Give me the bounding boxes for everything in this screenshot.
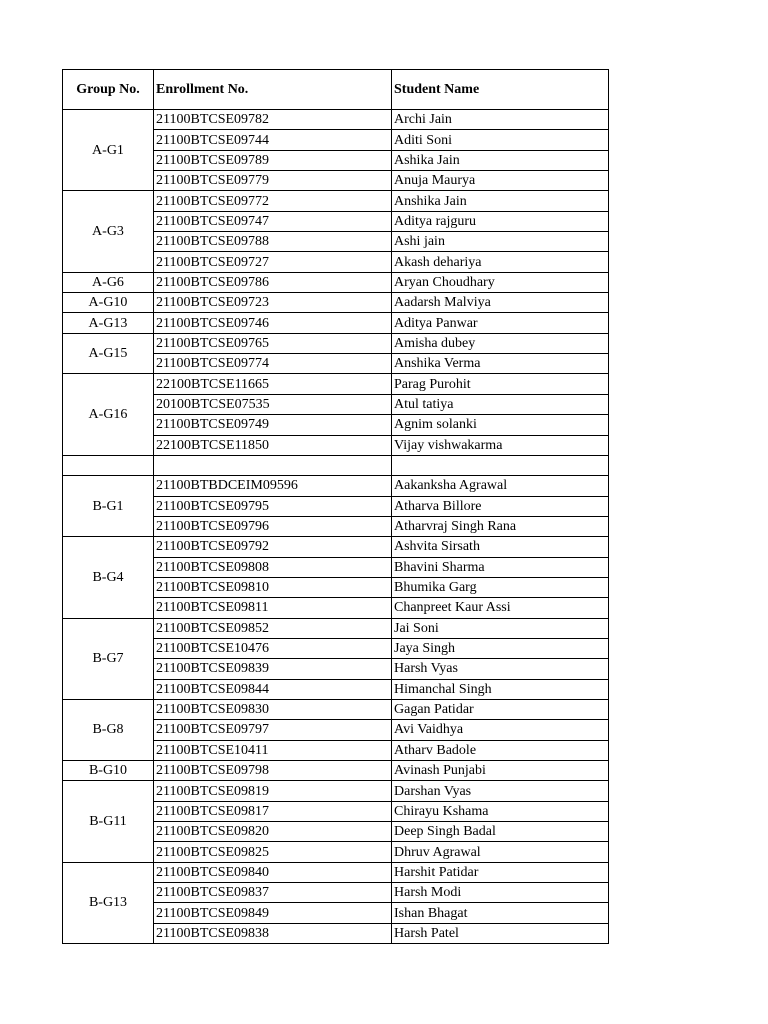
group-no-cell: B-G8 [63,699,154,760]
student-name-cell: Aadarsh Malviya [392,293,609,313]
enrollment-no-header: Enrollment No. [154,70,392,110]
student-name-cell: Parag Purohit [392,374,609,394]
student-name-cell: Ishan Bhagat [392,903,609,923]
student-group-table [62,69,609,944]
student-name-cell: Akash dehariya [392,252,609,272]
group-no-cell: B-G11 [63,781,154,862]
table-row [63,761,609,781]
enrollment-no-cell: 21100BTCSE09810 [154,577,392,597]
enrollment-no-cell: 21100BTCSE09798 [154,761,392,781]
group-no-cell: B-G1 [63,476,154,537]
student-name-cell: Harsh Modi [392,883,609,903]
enrollment-no-cell [154,455,392,475]
enrollment-no-cell: 21100BTCSE09744 [154,130,392,150]
student-name-cell: Chanpreet Kaur Assi [392,598,609,618]
table-row [63,618,609,638]
student-name-cell [392,455,609,475]
enrollment-no-cell: 21100BTCSE09852 [154,618,392,638]
enrollment-no-cell: 21100BTCSE09727 [154,252,392,272]
table-row [63,272,609,292]
student-name-cell: Agnim solanki [392,415,609,435]
student-name-cell: Bhumika Garg [392,577,609,597]
group-no-cell: A-G3 [63,191,154,272]
group-no-cell: B-G10 [63,761,154,781]
student-name-cell: Aditya Panwar [392,313,609,333]
table-body [63,110,609,944]
enrollment-no-cell: 21100BTCSE09723 [154,293,392,313]
group-no-cell: A-G16 [63,374,154,455]
table-row [63,313,609,333]
enrollment-no-cell: 21100BTCSE09774 [154,354,392,374]
enrollment-no-cell: 21100BTCSE09844 [154,679,392,699]
student-name-cell: Chirayu Kshama [392,801,609,821]
enrollment-no-cell: 21100BTCSE09779 [154,171,392,191]
enrollment-no-cell: 21100BTCSE09849 [154,903,392,923]
table-row [63,293,609,313]
table-row [63,333,609,353]
enrollment-no-cell: 22100BTCSE11850 [154,435,392,455]
enrollment-no-cell: 21100BTCSE09747 [154,211,392,231]
enrollment-no-cell: 21100BTCSE09839 [154,659,392,679]
student-name-cell: Dhruv Agrawal [392,842,609,862]
table-row [63,476,609,496]
group-no-cell: A-G10 [63,293,154,313]
enrollment-no-cell: 21100BTCSE09789 [154,150,392,170]
enrollment-no-cell: 21100BTCSE09797 [154,720,392,740]
student-name-cell: Darshan Vyas [392,781,609,801]
enrollment-no-cell: 21100BTCSE09788 [154,232,392,252]
header-row [63,70,609,110]
enrollment-no-cell: 21100BTCSE09796 [154,516,392,536]
enrollment-no-cell: 21100BTCSE09786 [154,272,392,292]
table-row [63,455,609,475]
student-name-cell: Himanchal Singh [392,679,609,699]
table-row [63,862,609,882]
enrollment-no-cell: 21100BTCSE09837 [154,883,392,903]
enrollment-no-cell: 21100BTCSE09795 [154,496,392,516]
table-row [63,374,609,394]
table-row [63,537,609,557]
enrollment-no-cell: 22100BTCSE11665 [154,374,392,394]
enrollment-no-cell: 21100BTCSE09838 [154,923,392,943]
enrollment-no-cell: 20100BTCSE07535 [154,394,392,414]
student-name-cell: Bhavini Sharma [392,557,609,577]
student-name-cell: Harsh Patel [392,923,609,943]
student-name-cell: Ashi jain [392,232,609,252]
enrollment-no-cell: 21100BTCSE09840 [154,862,392,882]
student-name-cell: Anshika Jain [392,191,609,211]
student-name-cell: Avinash Punjabi [392,761,609,781]
enrollment-no-cell: 21100BTCSE09819 [154,781,392,801]
enrollment-no-cell: 21100BTCSE09792 [154,537,392,557]
student-name-header: Student Name [392,70,609,110]
student-name-cell: Anuja Maurya [392,171,609,191]
student-name-cell: Atharva Billore [392,496,609,516]
student-name-cell: Aditi Soni [392,130,609,150]
enrollment-no-cell: 21100BTCSE09811 [154,598,392,618]
group-no-cell: B-G4 [63,537,154,618]
enrollment-no-cell: 21100BTCSE09749 [154,415,392,435]
group-no-cell: A-G13 [63,313,154,333]
group-no-cell: A-G1 [63,110,154,191]
group-no-cell: A-G15 [63,333,154,374]
student-name-cell: Jai Soni [392,618,609,638]
group-no-header: Group No. [63,70,154,110]
student-name-cell: Atharvraj Singh Rana [392,516,609,536]
student-name-cell: Atharv Badole [392,740,609,760]
student-name-cell: Jaya Singh [392,638,609,658]
student-name-cell: Vijay vishwakarma [392,435,609,455]
student-name-cell: Ashika Jain [392,150,609,170]
enrollment-no-cell: 21100BTBDCEIM09596 [154,476,392,496]
group-no-cell: A-G6 [63,272,154,292]
student-name-cell: Gagan Patidar [392,699,609,719]
student-name-cell: Amisha dubey [392,333,609,353]
student-name-cell: Archi Jain [392,110,609,130]
enrollment-no-cell: 21100BTCSE09765 [154,333,392,353]
table-row [63,110,609,130]
enrollment-no-cell: 21100BTCSE09746 [154,313,392,333]
table-row [63,699,609,719]
enrollment-no-cell: 21100BTCSE09772 [154,191,392,211]
group-no-cell [63,455,154,475]
enrollment-no-cell: 21100BTCSE09820 [154,822,392,842]
group-no-cell: B-G13 [63,862,154,943]
student-name-cell: Harshit Patidar [392,862,609,882]
student-name-cell: Avi Vaidhya [392,720,609,740]
student-name-cell: Anshika Verma [392,354,609,374]
group-no-cell: B-G7 [63,618,154,699]
student-name-cell: Harsh Vyas [392,659,609,679]
enrollment-no-cell: 21100BTCSE10476 [154,638,392,658]
enrollment-no-cell: 21100BTCSE09825 [154,842,392,862]
enrollment-no-cell: 21100BTCSE09830 [154,699,392,719]
student-name-cell: Ashvita Sirsath [392,537,609,557]
enrollment-no-cell: 21100BTCSE09782 [154,110,392,130]
enrollment-no-cell: 21100BTCSE09808 [154,557,392,577]
student-name-cell: Deep Singh Badal [392,822,609,842]
student-name-cell: Aryan Choudhary [392,272,609,292]
enrollment-no-cell: 21100BTCSE10411 [154,740,392,760]
table-row [63,781,609,801]
student-name-cell: Atul tatiya [392,394,609,414]
student-name-cell: Aditya rajguru [392,211,609,231]
student-name-cell: Aakanksha Agrawal [392,476,609,496]
enrollment-no-cell: 21100BTCSE09817 [154,801,392,821]
table-row [63,191,609,211]
